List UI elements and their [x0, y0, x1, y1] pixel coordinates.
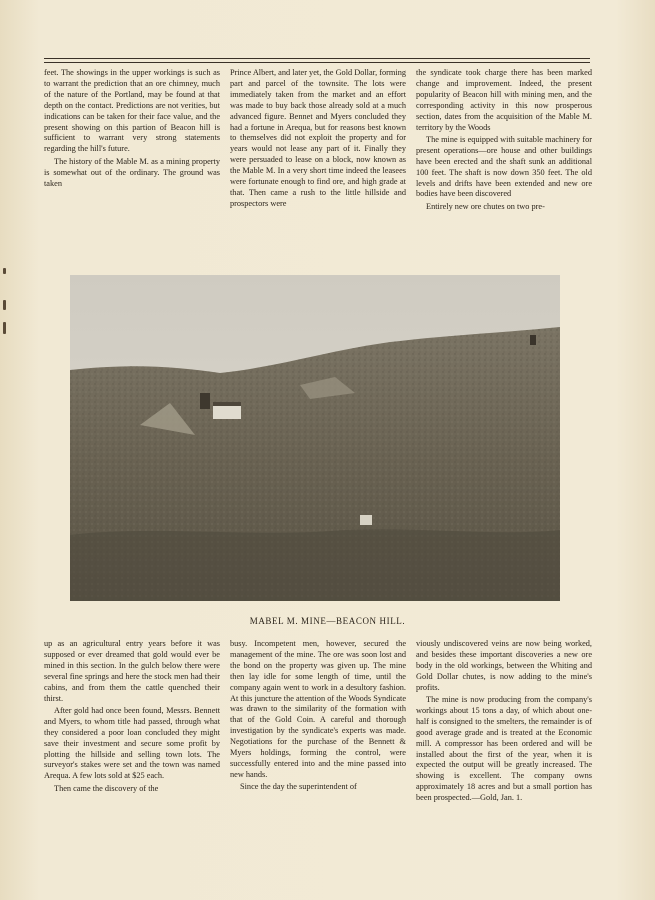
mine-building-roof [213, 402, 241, 406]
bottom-text-columns [44, 639, 592, 806]
paragraph: the syndicate took charge there has been marked change and improvement. Indeed, the present popularity of Beacon hill with mining men, and the corresponding activity in this now prosperous section, dates from the acquisition of the Mable M. territory by the Woods [416, 68, 592, 132]
photo-caption: MABEL M. MINE—BEACON HILL. [249, 616, 406, 626]
top-text-columns [44, 68, 592, 214]
paragraph: up as an agricultural entry years before it was supposed or ever dreamed that gold would ever be mined in this section. In the gulch below there were several fine springs and here the stock men had their cabins, and from them the cattle quenched their thirst. [44, 639, 220, 703]
paragraph: The history of the Mable M. as a mining property is somewhat out of the ordinary. The ground was taken [44, 156, 220, 188]
header-rule-upper [44, 58, 590, 59]
text-column [416, 68, 592, 214]
shaft-house [200, 393, 210, 409]
paragraph: viously undiscovered veins are now being worked, and besides these important discoveries a new ore body in the old workings, between the Whiting and Gold Dollar chutes, is now adding to the mine's profits. [416, 639, 592, 692]
text-column [230, 68, 406, 214]
paragraph: Since the day the superintendent of [240, 782, 357, 792]
photo-foreground [70, 529, 560, 601]
binder-hole-mark [3, 300, 6, 310]
paragraph: Then came the discovery of the [54, 783, 159, 793]
text-column [230, 639, 406, 806]
paragraph: Entirely new ore chutes on two pre- [426, 201, 545, 211]
paragraph: feet. The showings in the upper workings is such as to warrant the prediction that an ore chimney, much of the nature of the Portland, may be found at that depth on the contact. Predictions are not verities, but indications can be taken for their face value, and the present showing on this partion of Beacon hill is sufficient to warrant very strong statements regarding the hill's future. [44, 68, 220, 154]
paragraph: Prince Albert, and later yet, the Gold Dollar, forming part and parcel of the townsite. The lots were immediately taken from the market and an effort was made to buy back those already sold at a much advanced figure. Bennet and Myers concluded they had a fortune in Arequa, but for reasons best known to themselves did not exploit the property and for years would not lease any part of it. Finally they were persuaded to lease on a block, now known as the Mable M. In a very short time indeed the leasees were fortunate enough to find ore, and high grade at that. Then came a rush to the little hillside and prospectors were [230, 68, 406, 208]
cabin [360, 515, 372, 525]
paragraph: The mine is equipped with suitable machinery for present operations—ore house and other buildings have been erected and the shaft sunk an additional 100 feet. The shaft is now down 350 feet. The old levels and drifts have been extended and new ore bodies have been discovered [416, 134, 592, 199]
text-column [416, 639, 592, 806]
paragraph: busy. Incompetent men, however, secured the management of the mine. The ore was soon lost and the bond on the property was given up. The mine then lay idle for some length of time, until the company again went to work in a desultory fashion. At this juncture the attention of the Woods Syndicate was drawn to the similarity of the formation with that of the Gold Coin. A careful and thorough investigation by the syndicate's experts was made. Negotiations for the purchase of the Bennett & Myers holdings, forming the control, were successfully entered into and the mine passed into new hands. [230, 639, 406, 779]
binder-hole-mark [3, 322, 6, 334]
paragraph: After gold had once been found, Messrs. Bennett and Myers, to whom title had passed, through what they considered a poor loan concluded they might save their investment and secure some profit by plotting the hillside and selling town lots. The surveyor's stakes were set and the town was named Arequa. A few lots sold at $25 each. [44, 705, 220, 781]
text-column [44, 639, 220, 806]
paragraph: The mine is now producing from the company's workings about 15 tons a day, of which about one-half is consigned to the smelters, the remainder is of good average grade and is treated at the Economic mill. A compressor has been ordered and will be installed about the first of the year, when it is expected the output will be greatly increased. The showing is excellent. The company owns approximately 18 acres and but a small portion has been prospected.—Gold, Jan. 1. [416, 695, 592, 803]
header-rule-lower [44, 62, 590, 63]
distant-structure [530, 335, 536, 345]
mine-building [213, 405, 241, 419]
binder-hole-mark [3, 268, 6, 274]
hillside-image [70, 275, 560, 601]
mine-photograph [70, 275, 560, 601]
text-column [44, 68, 220, 214]
